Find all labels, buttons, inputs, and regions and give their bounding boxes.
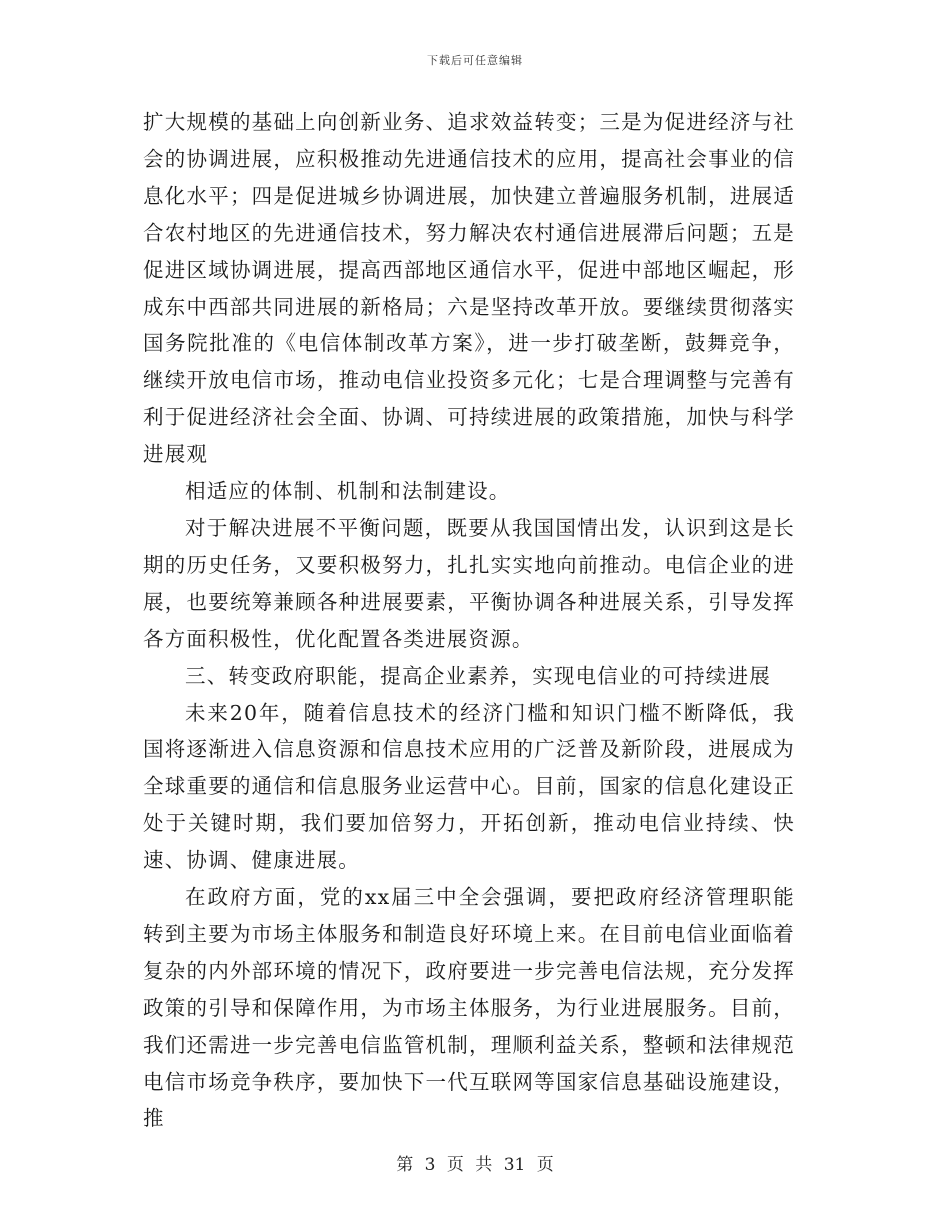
section-heading: 三、转变政府职能，提高企业素养，实现电信业的可持续进展 (185, 663, 771, 688)
page-number-footer: 第 3 页 共 31 页 (396, 1155, 554, 1175)
paragraph-1: 扩大规模的基础上向创新业务、追求效益转变；三是为促进经济与社会的协调进展，应积极推动先进通信技术的应用，提高社会事业的信息化水平；四是促进城乡协调进展，加快建立普遍服务机制，进展适合农村地区的先进通信技术，努力解决农村通信进展滞后问题；五是促进区域协调进展，提高西部地区通信水平，促进中部地区崛起，形成东中西部共同进展的新格局；六是坚持改革开放。要继续贯彻落实国务院批准的《电信体制改革方案》，进一步打破垄断，鼓舞竞争，继续开放电信市场，推动电信业投资多元化；七是合理调整与完善有利于促进经济社会全面、协调、可持续进展的政策措施，加快与科学进展观 (143, 110, 795, 467)
page-header-note: 下载后可任意编辑 (427, 54, 523, 67)
paragraph-4: 未来20年，随着信息技术的经济门槛和知识门槛不断降低，我国将逐渐进入信息资源和信息技术应用的广泛普及新阶段，进展成为全球重要的通信和信息服务业运营中心。目前，国家的信息化建设正处于关键时期，我们要加倍努力，开拓创新，推动电信业持续、快速、协调、健康进展。 (143, 700, 795, 873)
document-body (143, 104, 795, 1137)
paragraph-5: 在政府方面，党的xx届三中全会强调，要把政府经济管理职能转到主要为市场主体服务和制造良好环境上来。在目前电信业面临着复杂的内外部环境的情况下，政府要进一步完善电信法规，充分发挥政策的引导和保障作用，为市场主体服务，为行业进展服务。目前，我们还需进一步完善电信监管机制，理顺利益关系，整顿和法律规范电信市场竞争秩序，要加快下一代互联网等国家信息基础设施建设，推 (143, 885, 795, 1131)
paragraph-3: 对于解决进展不平衡问题，既要从我国国情出发，认识到这是长期的历史任务，又要积极努力，扎扎实实地向前推动。电信企业的进展，也要统筹兼顾各种进展要素，平衡协调各种进展关系，引导发挥各方面积极性，优化配置各类进展资源。 (143, 515, 795, 651)
paragraph-2: 相适应的体制、机制和法制建设。 (185, 479, 511, 504)
